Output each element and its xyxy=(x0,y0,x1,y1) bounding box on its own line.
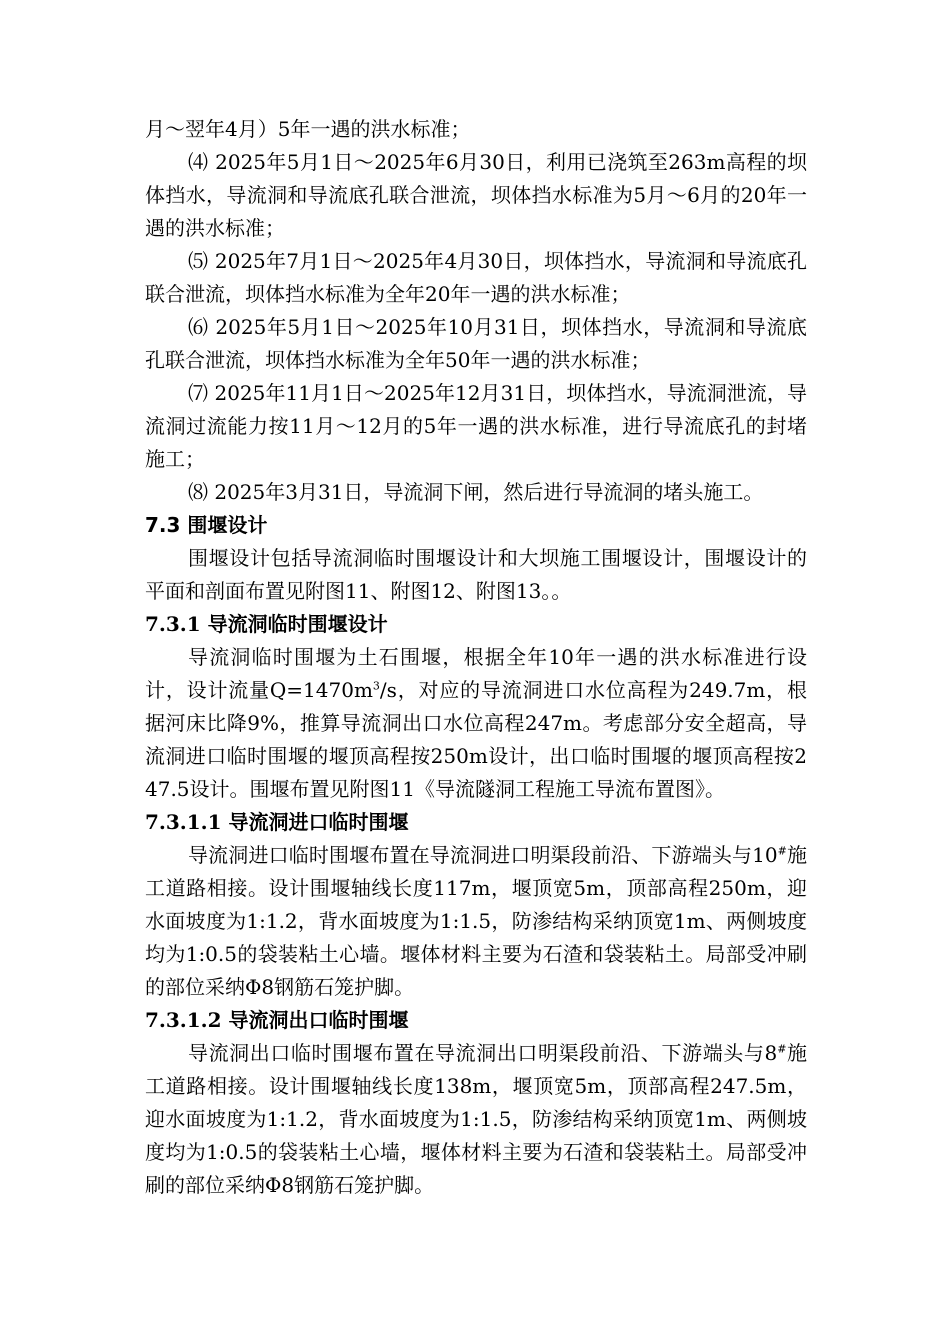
section-7-3-1-2-body xyxy=(145,1037,807,1202)
paragraph-continued: 月～翌年4月）5年一遇的洪水标准； xyxy=(145,117,471,141)
paragraph-item-5: ⑸ 2025年7月1日～2025年4月30日，坝体挡水，导流洞和导流底孔联合泄流，坝体挡水标准为全年20年一遇的洪水标准； xyxy=(145,249,807,306)
section-7-3-1-1-body xyxy=(145,839,807,1004)
paragraph-item-7: ⑺ 2025年11月1日～2025年12月31日，坝体挡水，导流洞泄流，导流洞过流能力按11月～12月的5年一遇的洪水标准，进行导流底孔的封堵施工； xyxy=(145,381,807,471)
paragraph-item-4: ⑷ 2025年5月1日～2025年6月30日，利用已浇筑至263m高程的坝体挡水，导流洞和导流底孔联合泄流，坝体挡水标准为5月～6月的20年一遇的洪水标准； xyxy=(145,150,807,240)
section-heading-7-3: 7.3 围堰设计 xyxy=(145,513,268,537)
body-text: 导流洞出口临时围堰布置在导流洞出口明渠段前沿、下游端头与8 xyxy=(188,1041,778,1065)
section-heading-7-3-1-2: 7.3.1.2 导流洞出口临时围堰 xyxy=(145,1008,409,1032)
superscript: # xyxy=(777,844,787,858)
superscript: 3 xyxy=(372,679,380,693)
body-text: 施工道路相接。设计围堰轴线长度117m，堰顶宽5m，顶部高程250m，迎水面坡度为1:1.2，背水面坡度为1:1.5，防渗结构采纳顶宽1m、两侧坡度均为1:0.5的袋装粘土心墙。堰体材料主要为石渣和袋装粘土。局部受冲刷的部位采纳Φ8钢筋石笼护脚。 xyxy=(145,843,808,999)
body-text: 导流洞进口临时围堰布置在导流洞进口明渠段前沿、下游端头与10 xyxy=(188,843,778,867)
superscript: # xyxy=(777,1042,787,1056)
paragraph-item-6: ⑹ 2025年5月1日～2025年10月31日，坝体挡水，导流洞和导流底孔联合泄流，坝体挡水标准为全年50年一遇的洪水标准； xyxy=(145,315,807,372)
body-text: /s，对应的导流洞进口水位高程为249.7m，根据河床比降9%，推算导流洞出口水位高程247m。考虑部分安全超高，导流洞进口临时围堰的堰顶高程按250m设计，出口临时围堰的堰顶高程按247.5设计。围堰布置见附图11《导流隧洞工程施工导流布置图》。 xyxy=(145,678,807,801)
body-text: 导流洞临时围堰为土石围堰，根据全年10年一遇的洪水标准进行设计，设计流量Q=1470m xyxy=(145,645,807,702)
section-7-3-1-body xyxy=(145,641,807,806)
paragraph-item-8: ⑻ 2025年3月31日，导流洞下闸，然后进行导流洞的堵头施工。 xyxy=(188,480,764,504)
section-heading-7-3-1: 7.3.1 导流洞临时围堰设计 xyxy=(145,612,388,636)
section-7-3-intro: 围堰设计包括导流洞临时围堰设计和大坝施工围堰设计，围堰设计的平面和剖面布置见附图11、附图12、附图13。。 xyxy=(145,546,807,603)
body-text: 施工道路相接。设计围堰轴线长度138m，堰顶宽5m，顶部高程247.5m，迎水面坡度为1:1.2，背水面坡度为1:1.5，防渗结构采纳顶宽1m、两侧坡度均为1:0.5的袋装粘土心墙，堰体材料主要为石渣和袋装粘土。局部受冲刷的部位采纳Φ8钢筋石笼护脚。 xyxy=(145,1041,807,1197)
section-heading-7-3-1-1: 7.3.1.1 导流洞进口临时围堰 xyxy=(145,810,409,834)
document-page xyxy=(145,113,807,1202)
